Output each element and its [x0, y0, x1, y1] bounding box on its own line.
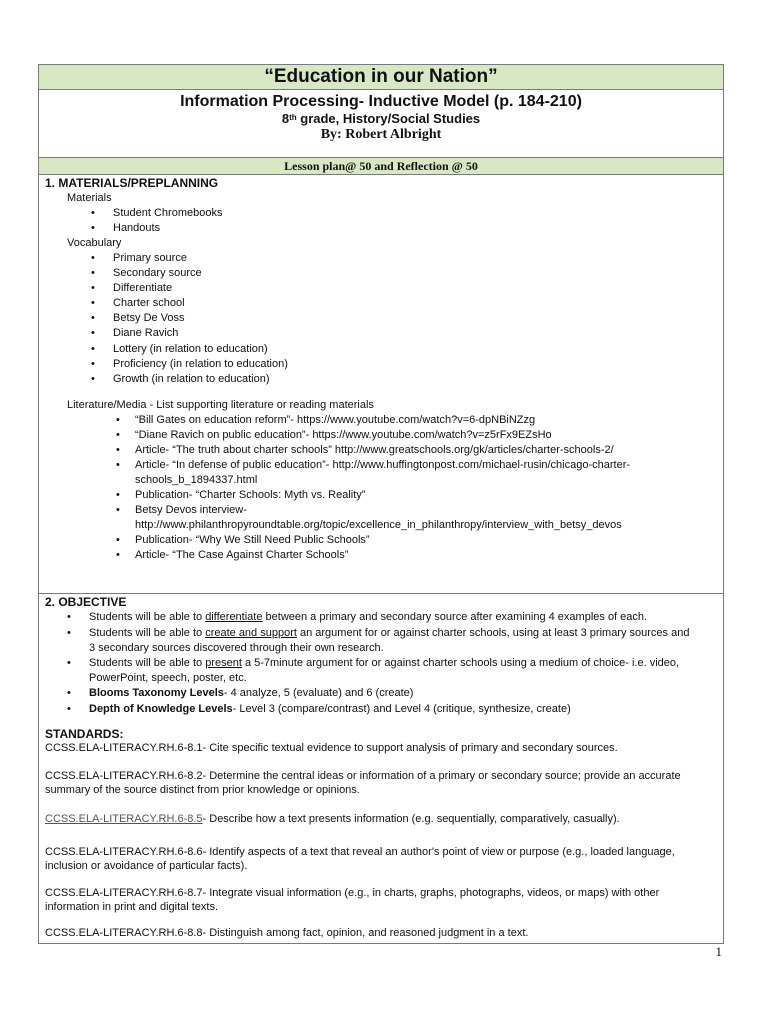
objective-item	[89, 657, 679, 669]
bullet: •	[116, 504, 120, 516]
bullet: •	[91, 222, 95, 234]
dok-label: Depth of Knowledge Levels	[89, 703, 233, 715]
literature-item: “Diane Ravich on public education”- https://www.youtube.com/watch?v=z5rFx9EZsHo	[135, 429, 552, 441]
grade-number: 8	[281, 111, 290, 126]
standard-text: - Describe how a text presents information (e.g. sequentially, comparatively, casually).	[202, 813, 620, 825]
list-item: Proficiency (in relation to education)	[113, 358, 288, 370]
author-line: By: Robert Albright	[320, 127, 442, 142]
page-number: 1	[715, 944, 722, 959]
bullet: •	[116, 534, 120, 546]
standard-item	[45, 845, 711, 873]
objective-verb: differentiate	[205, 611, 263, 623]
list-item: Student Chromebooks	[113, 207, 223, 219]
objective-item	[89, 611, 647, 623]
bullet: •	[116, 444, 120, 456]
bullet: •	[67, 611, 71, 623]
objective-item	[89, 703, 571, 715]
standard-item	[45, 886, 711, 914]
objective-text: Students will be able to	[89, 627, 206, 639]
objective-text: between a primary and secondary source after examining 4 examples of each.	[262, 611, 648, 623]
list-item: Primary source	[113, 252, 187, 264]
literature-item: Publication- “Charter Schools: Myth vs. Reality”	[135, 489, 366, 501]
literature-label: Literature/Media - List supporting literature or reading materials	[67, 399, 374, 411]
literature-item: Article- “The truth about charter schools” http://www.greatschools.org/gk/articles/charter-schools-2/	[135, 444, 614, 456]
list-item: Differentiate	[113, 282, 173, 294]
literature-item-cont: schools_b_1894337.html	[135, 474, 258, 486]
bullet: •	[116, 549, 120, 561]
list-item: Lottery (in relation to education)	[113, 343, 268, 355]
standard-link[interactable]: CCSS.ELA-LITERACY.RH.6-8.5	[45, 813, 203, 825]
objective-text: - 4 analyze, 5 (evaluate) and 6 (create)	[223, 687, 414, 699]
objective-text: a 5-7minute argument for or against charter schools using a medium of choice- i.e. video,	[241, 657, 680, 669]
bullet: •	[67, 703, 71, 715]
bullet: •	[116, 429, 120, 441]
grade-suffix: th	[289, 113, 297, 122]
list-item: Handouts	[113, 222, 161, 234]
bullet: •	[67, 657, 71, 669]
bullet: •	[91, 343, 95, 355]
objective-text: Students will be able to	[89, 611, 206, 623]
bullet: •	[91, 358, 95, 370]
standard-text: CCSS.ELA-LITERACY.RH.6-8.2- Determine the central ideas or information of a primary or secondary source; provide an accurate	[45, 770, 681, 782]
literature-item: Article- “The Case Against Charter Schools”	[135, 549, 349, 561]
list-item: Secondary source	[113, 267, 202, 279]
materials-heading: 1. MATERIALS/PREPLANNING	[45, 176, 219, 190]
standard-text: CCSS.ELA-LITERACY.RH.6-8.6- Identify aspects of a text that reveal an author's point of view or purpose (e.g., loaded language,	[45, 846, 675, 858]
bullet: •	[116, 414, 120, 426]
literature-item: “Bill Gates on education reform”- https://www.youtube.com/watch?v=6-dpNBiNZzg	[135, 414, 536, 426]
document-title: “Education in our Nation”	[39, 65, 723, 90]
bullet: •	[91, 312, 95, 324]
lesson-plan-bar: Lesson plan@ 50 and Reflection @ 50	[39, 158, 723, 175]
literature-item: Betsy Devos interview-	[135, 504, 247, 516]
literature-item-cont: http://www.philanthropyroundtable.org/topic/excellence_in_philanthropy/interview_with_betsy_devos	[135, 519, 622, 531]
bullet: •	[91, 297, 95, 309]
standard-item: CCSS.ELA-LITERACY.RH.6-8.1- Cite specific textual evidence to support analysis of primary and secondary sources.	[45, 742, 618, 754]
literature-item: Article- “In defense of public education”- http://www.huffingtonpost.com/michael-rusin/chicago-charter-	[135, 459, 631, 471]
list-item: Diane Ravich	[113, 327, 179, 339]
standard-text: CCSS.ELA-LITERACY.RH.6-8.7- Integrate visual information (e.g., in charts, graphs, photographs, videos, or maps) with other	[45, 887, 660, 899]
list-item: Growth (in relation to education)	[113, 373, 270, 385]
bullet: •	[91, 373, 95, 385]
grade-subject: grade, History/Social Studies	[296, 111, 481, 126]
bullet: •	[116, 459, 120, 471]
bullet: •	[91, 327, 95, 339]
standard-text: inclusion or avoidance of particular facts).	[45, 860, 248, 872]
objective-heading: 2. OBJECTIVE	[45, 595, 127, 609]
objective-item-cont: 3 secondary sources discovered through their own research.	[89, 642, 384, 654]
objective-item	[89, 687, 413, 699]
blooms-label: Blooms Taxonomy Levels	[89, 687, 224, 699]
objective-text: an argument for or against charter schools, using at least 3 primary sources and	[296, 627, 690, 639]
list-item: Betsy De Voss	[113, 312, 185, 324]
document-header	[39, 90, 723, 158]
bullet: •	[67, 627, 71, 639]
materials-section	[39, 175, 723, 594]
standard-item: CCSS.ELA-LITERACY.RH.6-8.8- Distinguish among fact, opinion, and reasoned judgment in a text.	[45, 927, 529, 939]
objective-section	[39, 594, 723, 943]
literature-item: Publication- “Why We Still Need Public Schools”	[135, 534, 370, 546]
grade-line	[39, 111, 723, 126]
standards-heading: STANDARDS:	[45, 727, 124, 741]
objective-text: - Level 3 (compare/contrast) and Level 4 (critique, synthesize, create)	[232, 703, 571, 715]
vocab-label: Vocabulary	[67, 237, 122, 249]
objective-verb: present	[205, 657, 242, 669]
objective-verb: create and support	[205, 627, 297, 639]
bullet: •	[116, 489, 120, 501]
list-item: Charter school	[113, 297, 185, 309]
bullet: •	[91, 252, 95, 264]
lesson-plan-document	[38, 64, 724, 944]
standard-text: information in print and digital texts.	[45, 901, 219, 913]
standard-text: summary of the source distinct from prior knowledge or opinions.	[45, 784, 360, 796]
bullet: •	[91, 267, 95, 279]
objective-item	[89, 627, 689, 639]
bullet: •	[67, 687, 71, 699]
objective-item-cont: PowerPoint, speech, poster, etc.	[89, 672, 247, 684]
bullet: •	[91, 282, 95, 294]
materials-label: Materials	[67, 192, 112, 204]
standard-item	[45, 769, 711, 797]
standard-item	[45, 812, 711, 826]
model-subtitle: Information Processing- Inductive Model (p. 184-210)	[180, 93, 582, 110]
bullet: •	[91, 207, 95, 219]
objective-text: Students will be able to	[89, 657, 206, 669]
